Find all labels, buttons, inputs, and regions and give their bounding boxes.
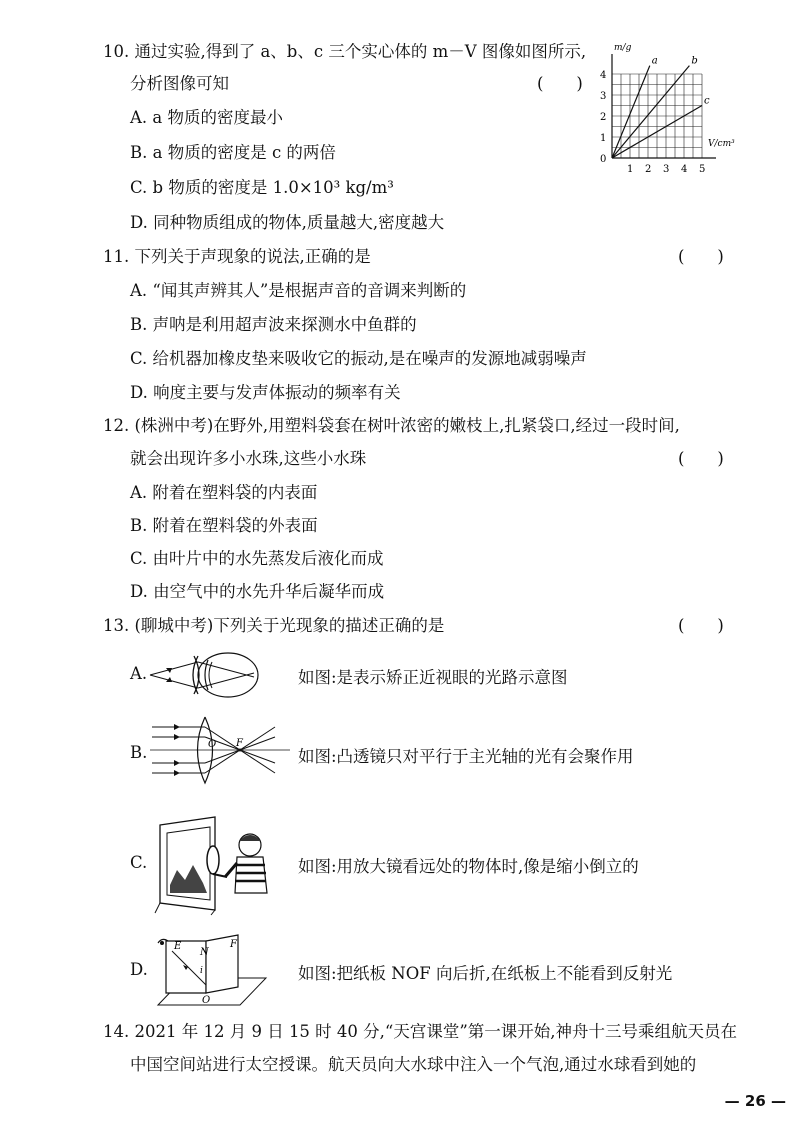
q10-option-d: D. 同种物质组成的物体,质量越大,密度越大 <box>130 213 445 232</box>
q10-stem-line1: 10. 通过实验,得到了 a、b、c 三个实心体的 m－V 图像如图所示, <box>103 42 587 61</box>
q13-option-b-caption: 如图:凸透镜只对平行于主光轴的光有会聚作用 <box>298 747 634 766</box>
q14-line2: 中国空间站进行太空授课。航天员向大水球中注入一个气泡,通过水球看到她的 <box>130 1055 697 1074</box>
y-tick-label: 2 <box>600 112 607 123</box>
reflection-board-diagram <box>150 933 270 1008</box>
q13-option-d-letter: D. <box>130 960 148 979</box>
q12-option-d: D. 由空气中的水先升华后凝华而成 <box>130 582 385 601</box>
chart-ticks <box>600 70 705 175</box>
convex-lens-diagram <box>150 715 290 785</box>
q12-option-c: C. 由叶片中的水先蒸发后液化而成 <box>130 549 384 568</box>
q13-option-d-caption: 如图:把纸板 NOF 向后折,在纸板上不能看到反射光 <box>298 964 673 983</box>
q13-answer-paren: ( ) <box>678 616 724 635</box>
q11-option-b: B. 声呐是利用超声波来探测水中鱼群的 <box>130 315 417 334</box>
y-tick-label: 4 <box>600 70 607 81</box>
magnifier-illustration <box>155 815 285 915</box>
normal-label: N <box>200 947 209 958</box>
q12-option-a: A. 附着在塑料袋的内表面 <box>130 483 318 502</box>
origin-label: 0 <box>600 154 607 165</box>
x-tick-label: 3 <box>663 164 670 175</box>
x-tick-label: 1 <box>627 164 634 175</box>
q10-option-b: B. a 物质的密度是 c 的两倍 <box>130 143 336 162</box>
y-tick-label: 1 <box>600 133 607 144</box>
x-tick-label: 5 <box>699 164 706 175</box>
q11-stem: 11. 下列关于声现象的说法,正确的是 <box>103 247 371 266</box>
incident-ray-label: E <box>174 941 182 952</box>
q13-stem: 13. (聊城中考)下列关于光现象的描述正确的是 <box>103 616 445 635</box>
series-line-a <box>612 66 650 158</box>
q12-option-b: B. 附着在塑料袋的外表面 <box>130 516 318 535</box>
q12-stem-line1: 12. (株洲中考)在野外,用塑料袋套在树叶浓密的嫩枝上,扎紧袋口,经过一段时间, <box>103 416 680 435</box>
q13-option-c-letter: C. <box>130 853 148 872</box>
angle-i-label: i <box>200 966 203 976</box>
focal-point-label: F <box>236 738 243 749</box>
series-line-b <box>612 66 689 158</box>
q10-option-a: A. a 物质的密度最小 <box>130 108 283 127</box>
q13-option-a-caption: 如图:是表示矫正近视眼的光路示意图 <box>298 668 568 687</box>
series-label-b: b <box>691 55 698 67</box>
q12-stem-line2: 就会出现许多小水珠,这些小水珠 <box>130 449 367 468</box>
mass-volume-chart <box>596 40 736 180</box>
q13-option-c-caption: 如图:用放大镜看远处的物体时,像是缩小倒立的 <box>298 857 639 876</box>
q10-option-c: C. b 物质的密度是 1.0×10³ kg/m³ <box>130 178 394 197</box>
q10-answer-paren: ( ) <box>537 74 583 93</box>
x-tick-label: 4 <box>681 164 688 175</box>
myopia-correction-diagram <box>150 650 270 700</box>
q13-option-b-letter: B. <box>130 743 148 762</box>
x-tick-label: 2 <box>645 164 652 175</box>
board-f-label: F <box>230 939 237 950</box>
lens-center-label: O <box>208 739 217 750</box>
chart-series <box>612 56 710 158</box>
series-label-c: c <box>704 95 710 107</box>
page-number: — 26 — <box>724 1092 786 1110</box>
x-axis-label: V/cm³ <box>708 139 735 149</box>
q14-line1: 14. 2021 年 12 月 9 日 15 时 40 分,“天宫课堂”第一课开始,神舟十三号乘组航天员在 <box>103 1022 738 1041</box>
q11-option-d: D. 响度主要与发声体振动的频率有关 <box>130 383 401 402</box>
q10-stem-line2: 分析图像可知 <box>130 74 229 93</box>
point-o-label: O <box>202 995 211 1006</box>
y-axis-label: m/g <box>614 43 632 53</box>
q11-option-c: C. 给机器加橡皮垫来吸收它的振动,是在噪声的发源地减弱噪声 <box>130 349 587 368</box>
q13-option-a-letter: A. <box>130 664 148 683</box>
y-tick-label: 3 <box>600 91 607 102</box>
q11-answer-paren: ( ) <box>678 247 724 266</box>
series-label-a: a <box>651 55 658 67</box>
q12-answer-paren: ( ) <box>678 449 724 468</box>
q11-option-a: A. “闻其声辨其人”是根据声音的音调来判断的 <box>130 281 467 300</box>
